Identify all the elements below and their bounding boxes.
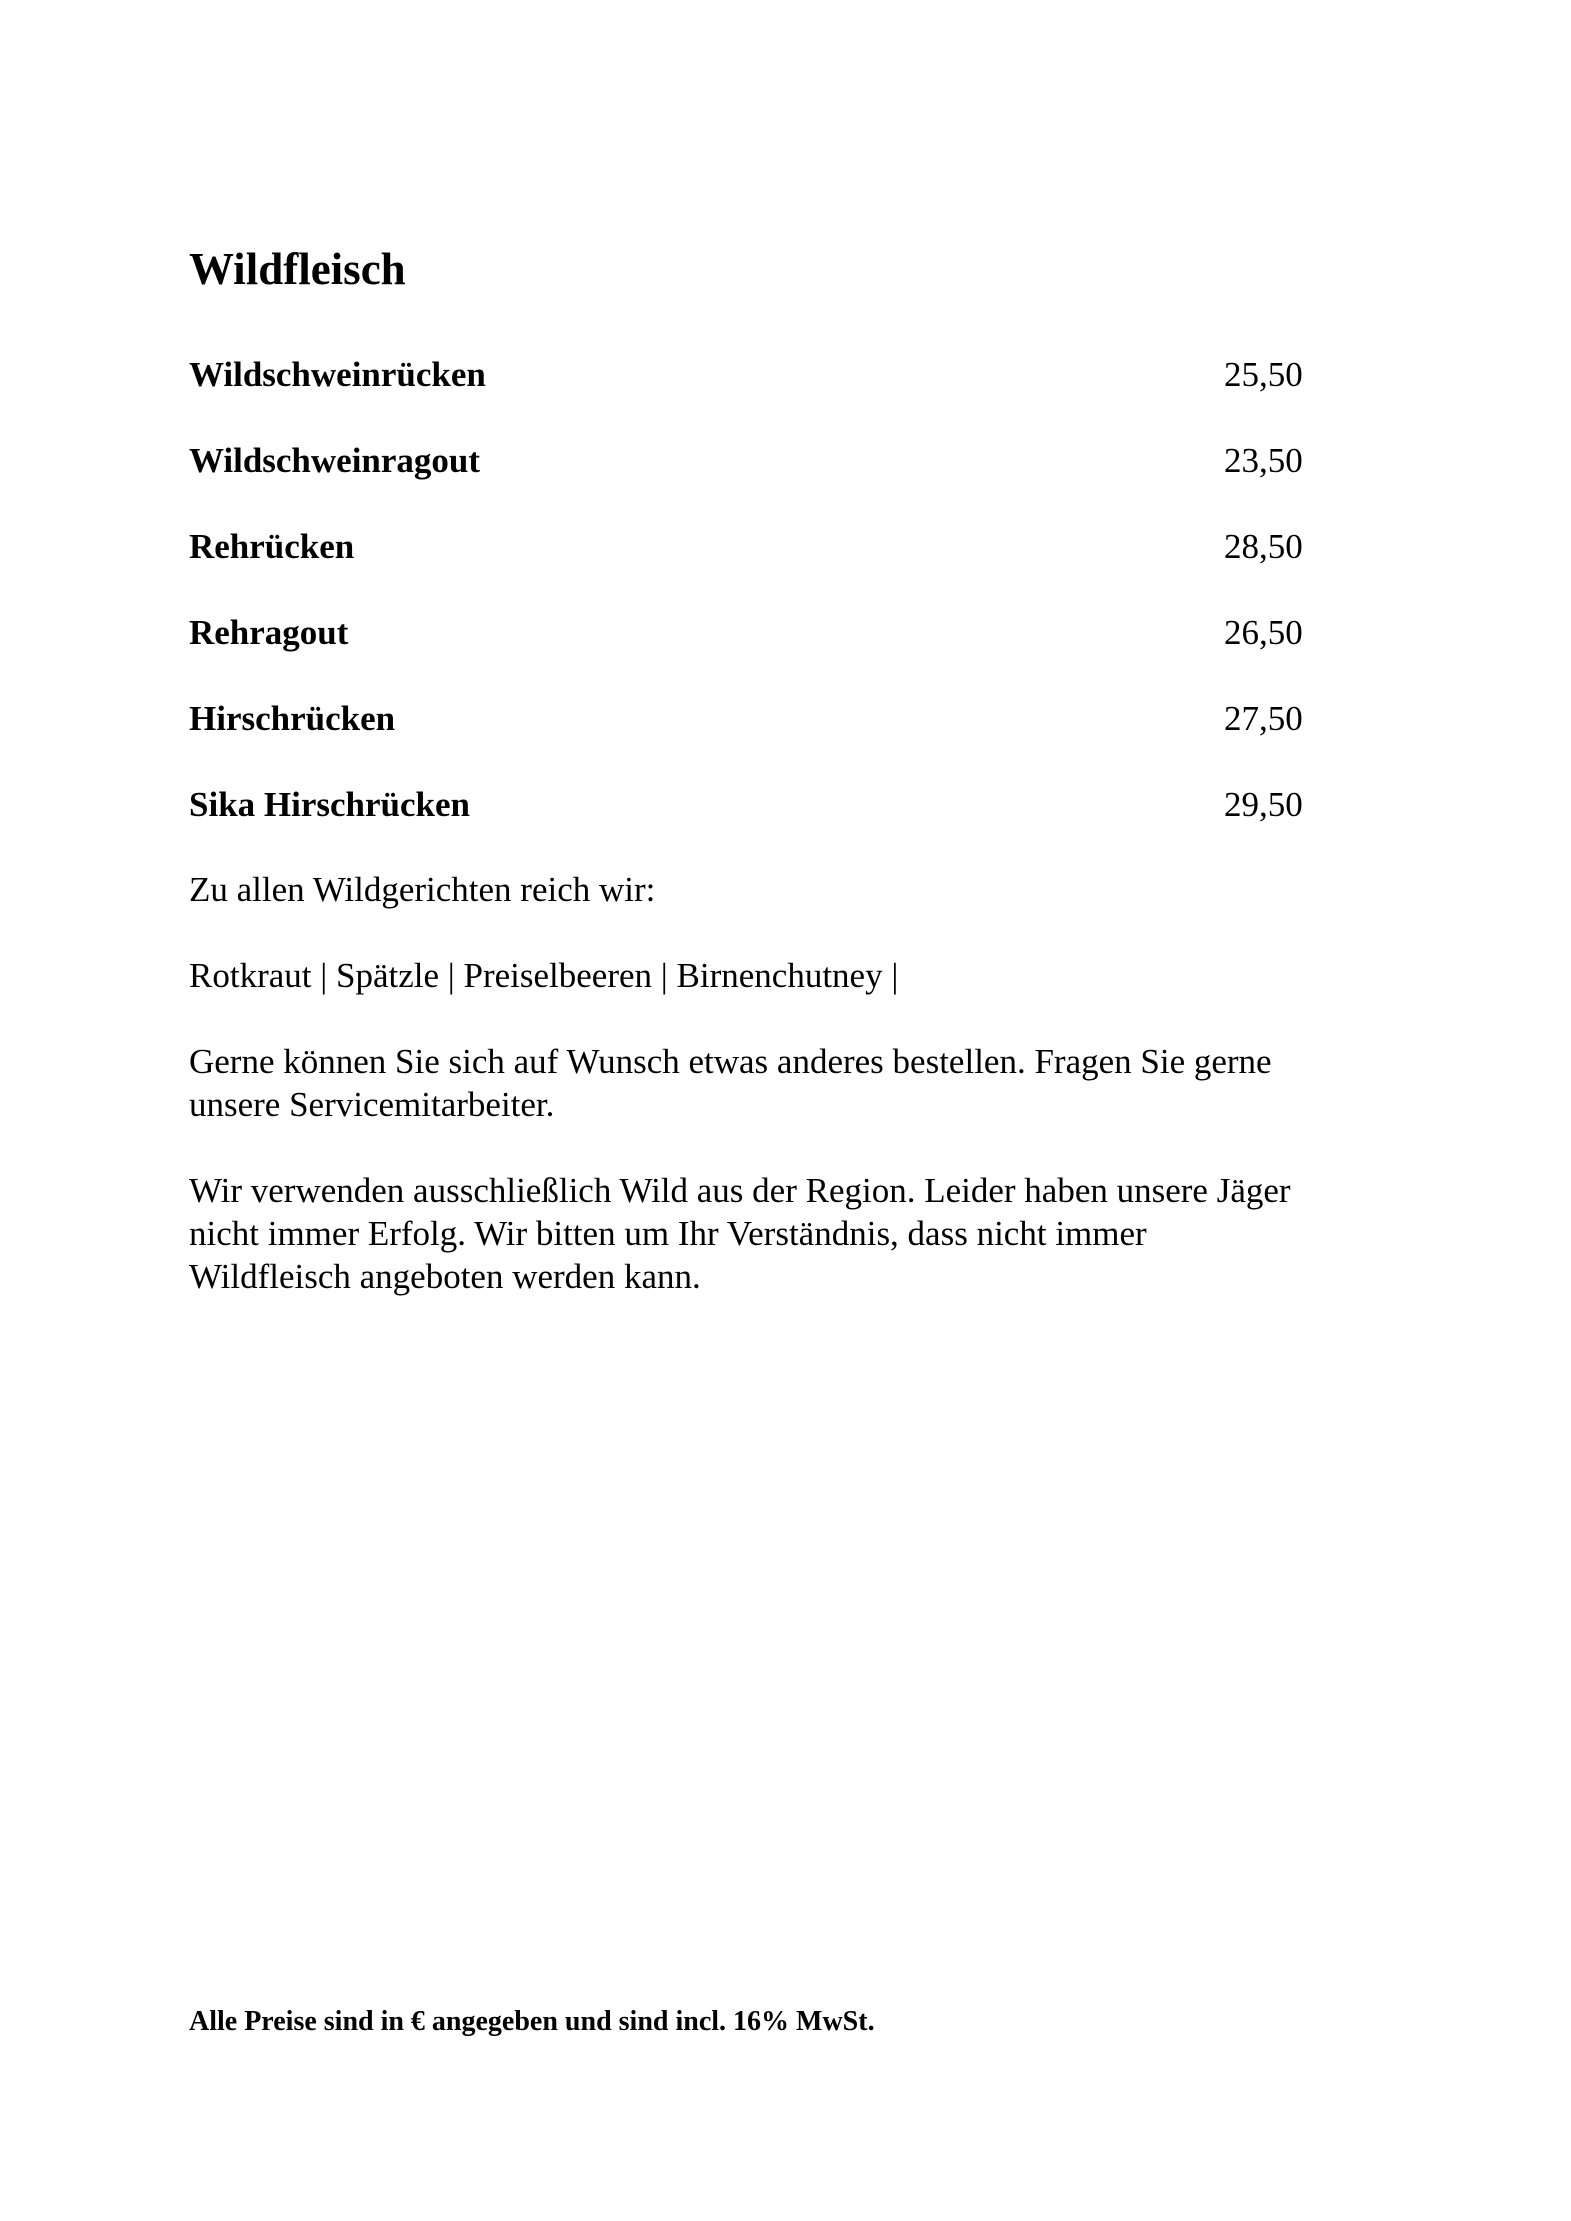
menu-item <box>189 438 1309 524</box>
sides-intro: Zu allen Wildgerichten reich wir: <box>189 870 656 909</box>
service-note-line: unsere Servicemitarbeiter. <box>189 1085 555 1124</box>
menu-item-price: 26,50 <box>1224 613 1303 652</box>
menu-item-name: Wildschweinragout <box>189 441 481 480</box>
price-footnote: Alle Preise sind in € angegeben und sind incl. 16% MwSt. <box>189 2006 875 2037</box>
menu-item <box>189 524 1309 610</box>
menu-item-name: Rehragout <box>189 613 349 652</box>
sides-list: Rotkraut | Spätzle | Preiselbeeren | Birnenchutney | <box>189 956 899 995</box>
menu-item-price: 29,50 <box>1224 785 1303 824</box>
menu-item-price: 28,50 <box>1224 527 1303 566</box>
menu-item-name: Sika Hirschrücken <box>189 785 471 824</box>
menu-item <box>189 696 1309 782</box>
menu-item-price: 25,50 <box>1224 355 1303 394</box>
menu-item <box>189 782 1309 868</box>
menu-item <box>189 610 1309 696</box>
service-note <box>189 1040 1399 1126</box>
region-note-line: Wir verwenden ausschließlich Wild aus der Region. Leider haben unsere Jäger <box>189 1171 1291 1210</box>
menu-list <box>189 352 1309 868</box>
region-note-line: nicht immer Erfolg. Wir bitten um Ihr Verständnis, dass nicht immer <box>189 1214 1147 1253</box>
page-title: Wildfleisch <box>189 244 406 294</box>
region-note <box>189 1169 1399 1298</box>
menu-item-name: Hirschrücken <box>189 699 396 738</box>
menu-item-name: Wildschweinrücken <box>189 355 486 394</box>
region-note-line: Wildfleisch angeboten werden kann. <box>189 1257 701 1296</box>
menu-item <box>189 352 1309 438</box>
menu-item-name: Rehrücken <box>189 527 355 566</box>
menu-item-price: 27,50 <box>1224 699 1303 738</box>
menu-item-price: 23,50 <box>1224 441 1303 480</box>
service-note-line: Gerne können Sie sich auf Wunsch etwas anderes bestellen. Fragen Sie gerne <box>189 1042 1272 1081</box>
